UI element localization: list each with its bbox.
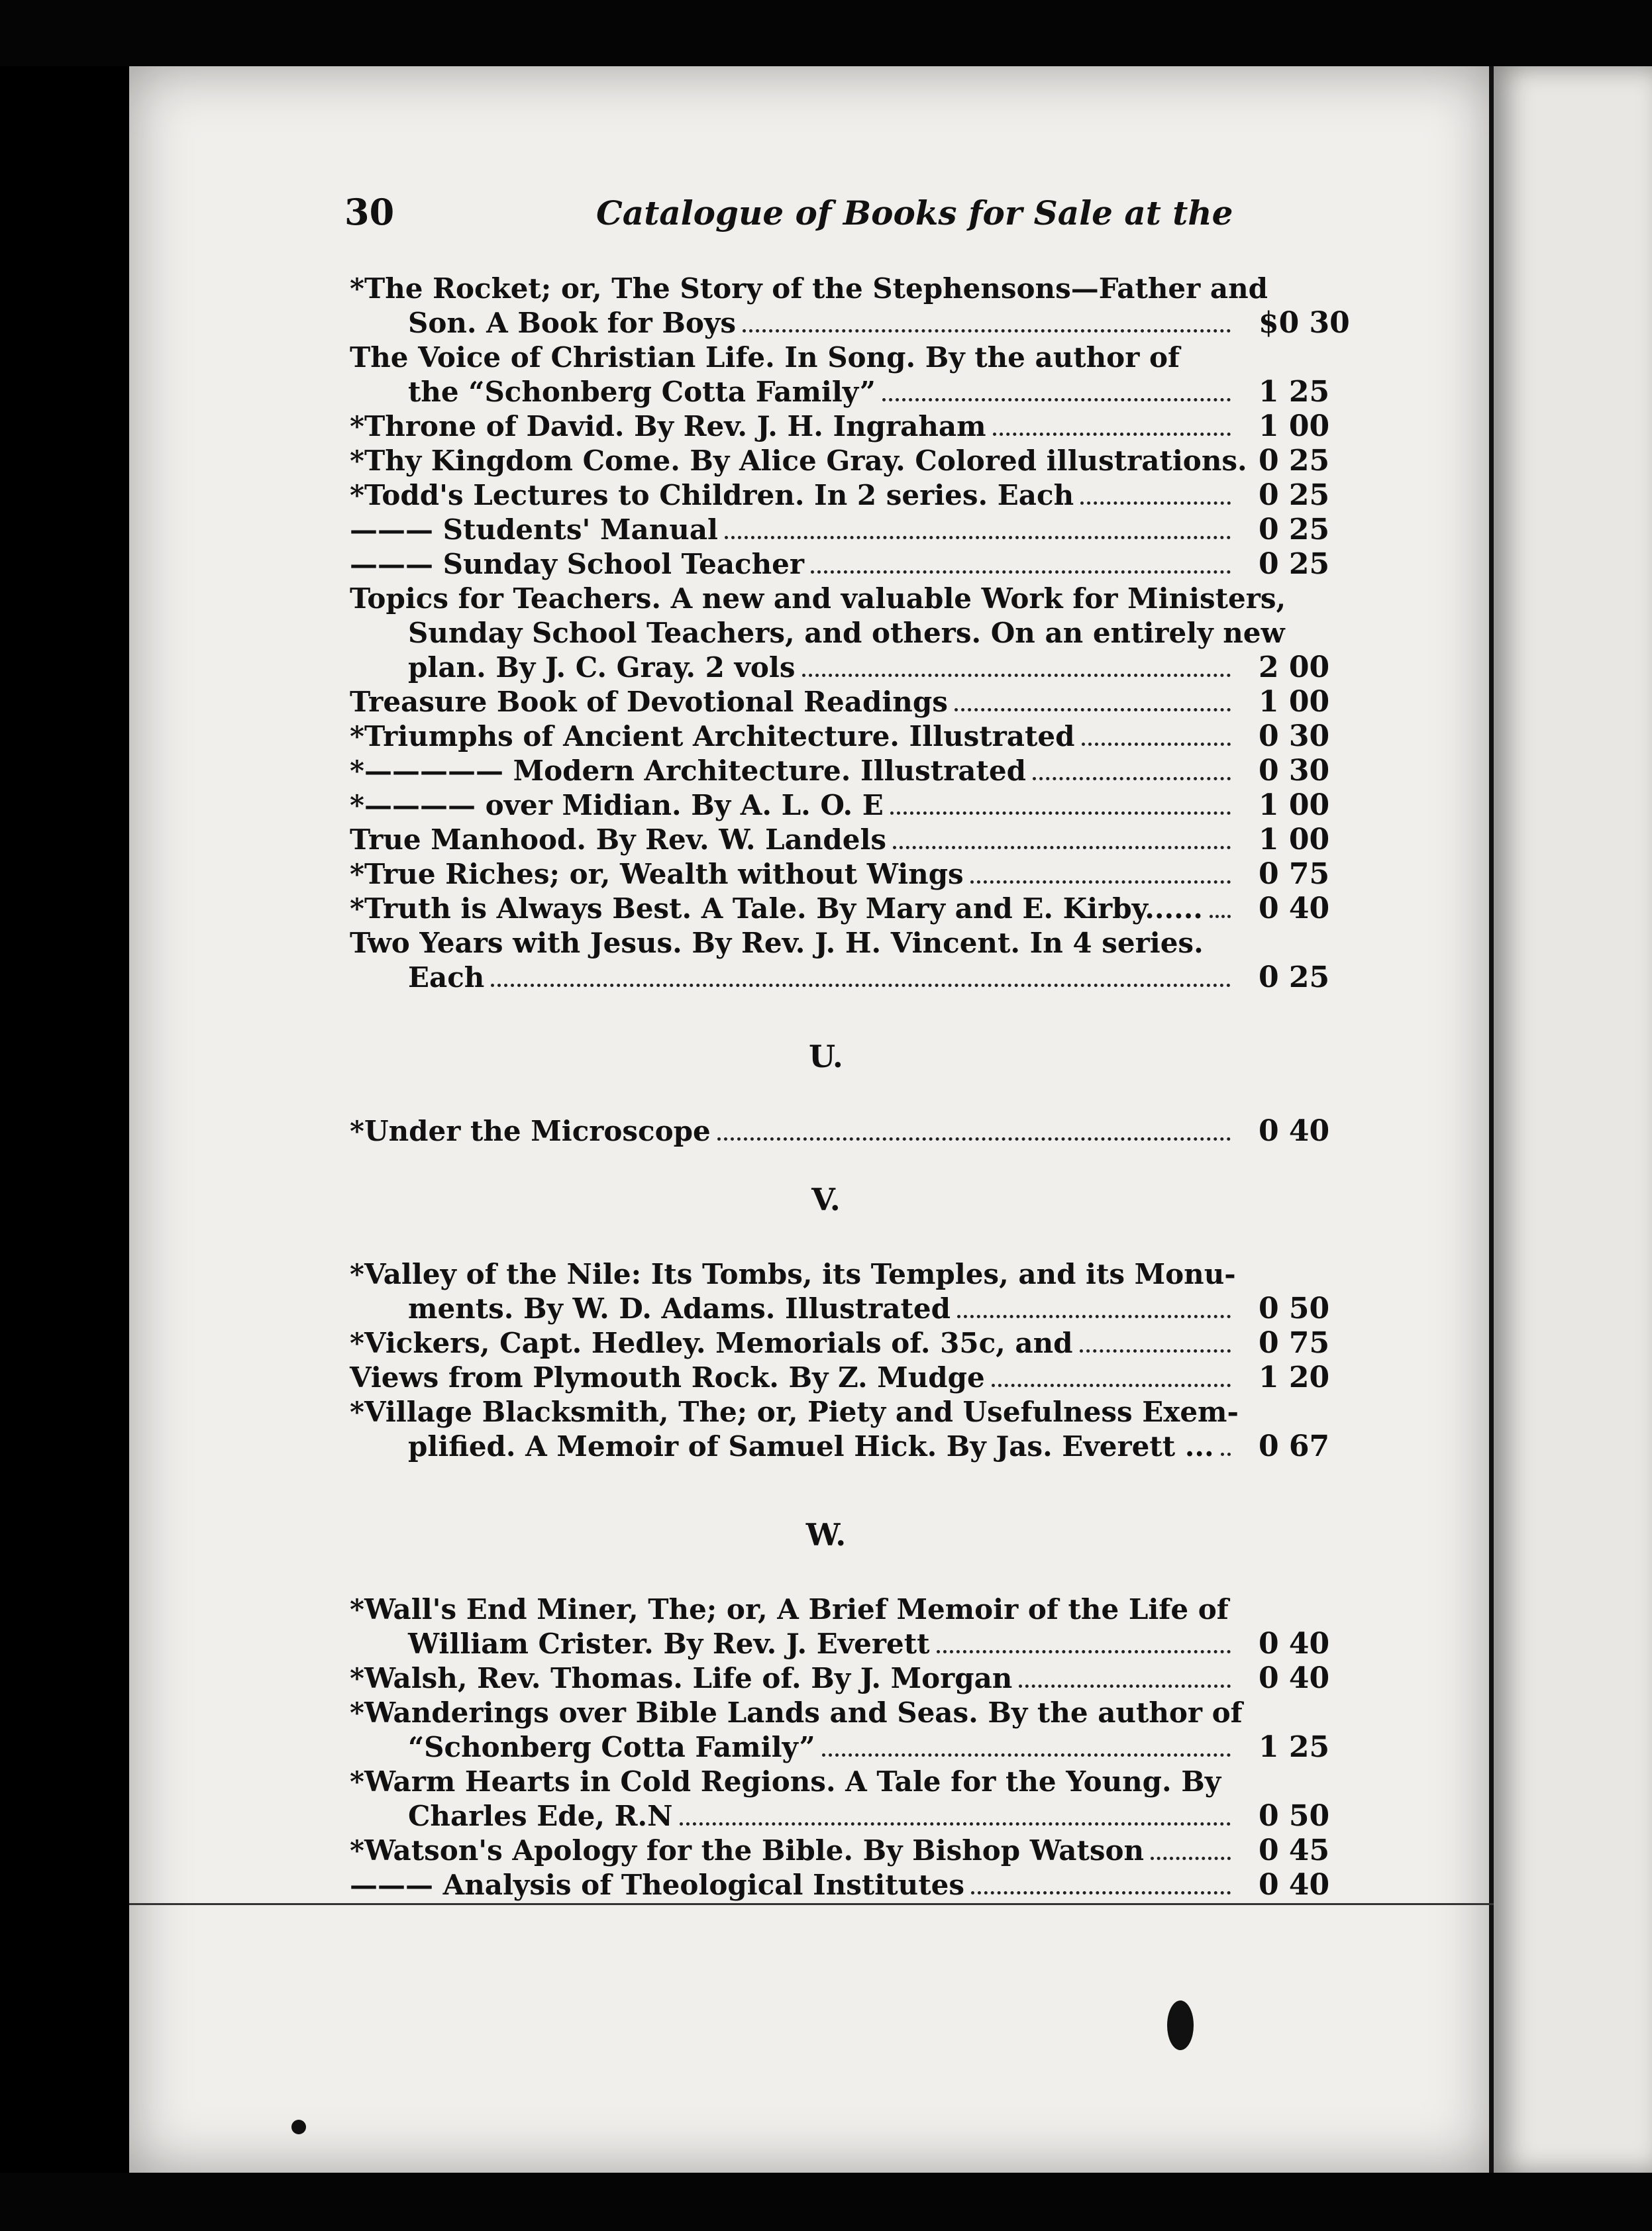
entry-price: 0 40 (1259, 1868, 1330, 1902)
scan-artifact-line (129, 1903, 1494, 1905)
entry-line (350, 1326, 1237, 1361)
entry-line (350, 272, 1268, 306)
dot-leader (955, 685, 1231, 711)
entry-price: 0 67 (1259, 1429, 1330, 1463)
dot-leader (725, 513, 1231, 539)
dot-leader (890, 788, 1231, 815)
dot-leader (491, 960, 1231, 987)
entry-line (350, 960, 1237, 995)
dot-leader (802, 650, 1231, 677)
entry-price: 0 40 (1259, 1627, 1330, 1661)
entry-line (350, 1730, 1237, 1765)
catalogue-entry (350, 685, 1237, 719)
entry-text: The Voice of Christian Life. In Song. By the author of (350, 341, 1180, 374)
entry-line (350, 1592, 1237, 1627)
entry-line (350, 926, 1237, 960)
entry-text: Each (408, 961, 485, 994)
entry-text: *Wall's End Miner, The; or, A Brief Memoir of the Life of (350, 1593, 1229, 1626)
dot-leader (1210, 892, 1231, 918)
entry-text: *Warm Hearts in Cold Regions. A Tale for the Young. By (350, 1765, 1221, 1798)
running-title: Catalogue of Books for Sale at the (596, 193, 1233, 233)
entry-line (350, 306, 1237, 340)
dot-leader (680, 1799, 1231, 1826)
entry-price: 0 75 (1259, 857, 1330, 891)
entry-text: *Under the Microscope (350, 1115, 711, 1147)
catalogue-entry (350, 340, 1237, 409)
dot-leader (937, 1627, 1231, 1653)
catalogue-entry (350, 1592, 1237, 1661)
entry-text: *Walsh, Rev. Thomas. Life of. By J. Morgan (350, 1662, 1013, 1694)
catalogue-entry (350, 892, 1237, 926)
catalogue-entry (350, 409, 1237, 444)
catalogue-entry (350, 582, 1286, 685)
dot-leader (957, 1292, 1231, 1318)
dot-leader (970, 857, 1231, 884)
entry-line (350, 1696, 1243, 1730)
dot-leader (893, 823, 1231, 849)
entry-line (350, 340, 1237, 375)
dot-leader (1033, 754, 1231, 780)
entry-line (350, 650, 1237, 685)
entry-text: *Vickers, Capt. Hedley. Memorials of. 35c, and (350, 1327, 1073, 1359)
catalogue-entry (350, 1661, 1237, 1696)
entry-line (350, 1868, 1237, 1902)
page-number: 30 (344, 191, 395, 233)
entry-text: *Truth is Always Best. A Tale. By Mary and E. Kirby...... (350, 892, 1203, 925)
entry-price: 0 50 (1259, 1799, 1330, 1833)
entry-line (350, 1361, 1237, 1395)
dot-leader (882, 375, 1231, 401)
ink-dot (291, 2120, 306, 2134)
catalogue-entry (350, 857, 1237, 892)
entry-price: 1 25 (1259, 375, 1330, 409)
dot-leader (1080, 478, 1231, 505)
entry-line (350, 823, 1237, 857)
entry-text: *Watson's Apology for the Bible. By Bishop Watson (350, 1834, 1145, 1867)
entry-price: 1 00 (1259, 685, 1330, 719)
entry-price: 1 00 (1259, 409, 1330, 443)
entry-line (350, 513, 1237, 547)
entry-line (350, 547, 1237, 582)
scan-border-top (0, 0, 1652, 66)
entry-line (350, 409, 1237, 444)
entry-price: 1 00 (1259, 788, 1330, 822)
entry-text: *————— Modern Architecture. Illustrated (350, 754, 1026, 787)
section-heading: W. (805, 1517, 847, 1553)
entry-price: 0 25 (1259, 547, 1330, 581)
entry-text: *Throne of David. By Rev. J. H. Ingraham (350, 410, 986, 442)
scan-border-bottom (0, 2173, 1652, 2231)
catalogue-entry (350, 1395, 1237, 1464)
section-heading: U. (809, 1039, 843, 1074)
catalogue-entry (350, 272, 1268, 340)
section-heading: V. (811, 1182, 841, 1218)
entry-text: “Schonberg Cotta Family” (408, 1731, 815, 1763)
entry-price: 0 25 (1259, 960, 1330, 994)
dot-leader (992, 1361, 1231, 1387)
entry-text: *Thy Kingdom Come. By Alice Gray. Colored illustrations. (350, 444, 1247, 477)
dot-leader (1221, 1429, 1231, 1456)
facing-page-edge (1494, 66, 1652, 2173)
dot-leader (1151, 1834, 1231, 1860)
dot-leader (811, 547, 1231, 574)
entry-text: ——— Analysis of Theological Institutes (350, 1869, 964, 1901)
entry-line (350, 582, 1286, 616)
entry-line (350, 444, 1247, 478)
entry-price: 0 75 (1259, 1326, 1330, 1360)
catalogue-entry (350, 1257, 1237, 1326)
catalogue-entry (350, 547, 1237, 582)
entry-text: Topics for Teachers. A new and valuable Work for Ministers, (350, 582, 1286, 615)
dot-leader (1019, 1661, 1231, 1688)
entry-line (350, 1627, 1237, 1661)
entry-text: Son. A Book for Boys (408, 307, 736, 339)
entry-price: 0 25 (1259, 444, 1330, 478)
entry-line (350, 892, 1237, 926)
entry-text: *———— over Midian. By A. L. O. E (350, 789, 884, 821)
entry-text: *True Riches; or, Wealth without Wings (350, 858, 964, 890)
catalogue-entry (350, 1326, 1237, 1361)
entry-text: *Todd's Lectures to Children. In 2 series. Each (350, 479, 1074, 511)
entry-price: 0 30 (1259, 754, 1330, 788)
entry-text: Sunday School Teachers, and others. On an entirely new (408, 617, 1285, 649)
entry-line (350, 1799, 1237, 1834)
entry-price: 1 00 (1259, 823, 1330, 856)
entry-text: Two Years with Jesus. By Rev. J. H. Vincent. In 4 series. (350, 927, 1204, 959)
entry-price: 0 25 (1259, 478, 1330, 512)
entry-line (350, 1114, 1237, 1149)
catalogue-entry (350, 926, 1237, 995)
entry-line (350, 375, 1237, 409)
entry-price: 2 00 (1259, 650, 1330, 684)
entry-line (350, 1395, 1237, 1429)
catalogue-entry (350, 719, 1237, 754)
entry-line (350, 754, 1237, 788)
catalogue-entry (350, 823, 1237, 857)
entry-price: 0 50 (1259, 1292, 1330, 1325)
dot-leader (971, 1868, 1231, 1894)
dot-leader (993, 409, 1231, 436)
catalogue-entry (350, 1696, 1243, 1765)
entry-text: Views from Plymouth Rock. By Z. Mudge (350, 1361, 985, 1394)
entry-text: William Crister. By Rev. J. Everett (408, 1628, 930, 1660)
entry-price: 1 20 (1259, 1361, 1330, 1394)
catalogue-entry (350, 754, 1237, 788)
entry-price: 0 40 (1259, 892, 1330, 925)
catalogue-entry (350, 1765, 1237, 1834)
entry-text: plified. A Memoir of Samuel Hick. By Jas. Everett ... (408, 1430, 1214, 1463)
dot-leader (1082, 719, 1231, 746)
entry-price: 0 30 (1259, 719, 1330, 753)
entry-text: ——— Students' Manual (350, 513, 718, 546)
ink-blot (1167, 2000, 1194, 2050)
entry-text: *Wanderings over Bible Lands and Seas. By the author of (350, 1696, 1243, 1729)
entry-text: Charles Ede, R.N (408, 1800, 673, 1832)
entry-price: 0 25 (1259, 513, 1330, 546)
entry-line (350, 478, 1237, 513)
catalogue-entry (350, 1834, 1237, 1868)
entry-line (350, 857, 1237, 892)
entry-text: *The Rocket; or, The Story of the Stephensons—Father and (350, 272, 1268, 305)
entry-price: 0 40 (1259, 1661, 1330, 1695)
catalogue-entry (350, 1114, 1237, 1149)
dot-leader (717, 1114, 1231, 1141)
entry-text: plan. By J. C. Gray. 2 vols (408, 651, 796, 684)
dot-leader (1080, 1326, 1231, 1353)
entry-text: Treasure Book of Devotional Readings (350, 686, 948, 718)
entry-text: the “Schonberg Cotta Family” (408, 376, 876, 408)
catalogue-entry (350, 513, 1237, 547)
catalogue-entry (350, 444, 1247, 478)
catalogue-entry (350, 478, 1237, 513)
entry-line (350, 1834, 1237, 1868)
entry-line (350, 719, 1237, 754)
entry-line (350, 1257, 1237, 1292)
entry-line (350, 1429, 1237, 1464)
entry-line (350, 788, 1237, 823)
entry-price: 0 45 (1259, 1834, 1330, 1867)
entry-price: $0 30 (1259, 306, 1350, 340)
catalogue-entry (350, 1868, 1237, 1902)
dot-leader (822, 1730, 1231, 1757)
entry-text: ——— Sunday School Teacher (350, 548, 805, 580)
entry-text: *Valley of the Nile: Its Tombs, its Temples, and its Monu- (350, 1258, 1236, 1290)
entry-line (350, 1765, 1237, 1799)
entry-line (350, 1292, 1237, 1326)
entry-text: *Triumphs of Ancient Architecture. Illustrated (350, 720, 1075, 752)
entry-price: 1 25 (1259, 1730, 1330, 1764)
entry-price: 0 40 (1259, 1114, 1330, 1148)
entry-line (350, 1661, 1237, 1696)
catalogue-entry (350, 1361, 1237, 1395)
entry-line (350, 685, 1237, 719)
entry-text: *Village Blacksmith, The; or, Piety and Usefulness Exem- (350, 1396, 1239, 1428)
entry-text: ments. By W. D. Adams. Illustrated (408, 1292, 951, 1325)
entry-line (350, 616, 1285, 650)
catalogue-entry (350, 788, 1237, 823)
entry-text: True Manhood. By Rev. W. Landels (350, 823, 887, 856)
dot-leader (743, 306, 1231, 333)
